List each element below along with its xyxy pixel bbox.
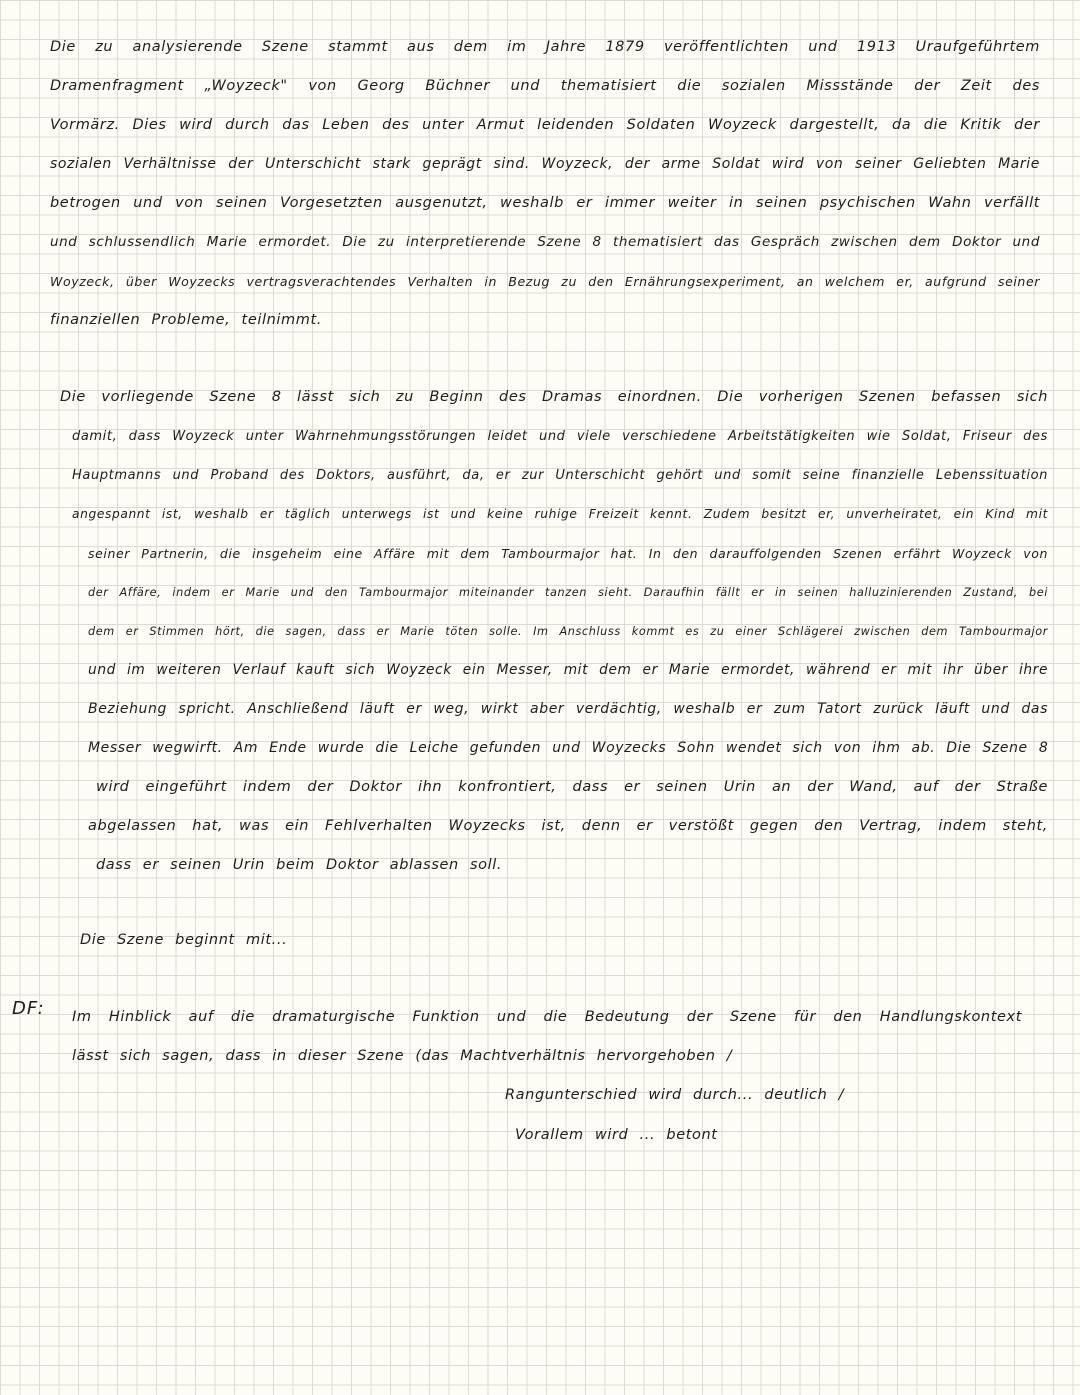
text-line: Die zu analysierende Szene stammt aus dem im Jahre 1879 veröffentlichten und 1913 Uraufgeführtem <box>50 39 1040 55</box>
text-line: sozialen Verhältnisse der Unterschicht stark geprägt sind. Woyzeck, der arme Soldat wird von seiner Geliebten Marie <box>50 156 1040 172</box>
text-line: wird eingeführt indem der Doktor ihn konfrontiert, dass er seinen Urin an der Wand, auf der Straße <box>96 779 1048 795</box>
intro-paragraph <box>50 28 1040 340</box>
text-line: lässt sich sagen, dass in dieser Szene (das Machtverhältnis hervorgehoben / <box>72 1048 733 1064</box>
df-label: DF: <box>12 998 45 1019</box>
text-line: Im Hinblick auf die dramaturgische Funktion und die Bedeutung der Szene für den Handlungskontext <box>72 1009 1022 1025</box>
text-line: angespannt ist, weshalb er täglich unterwegs ist und keine ruhige Freizeit kennt. Zudem besitzt er, unverheiratet, ein Kind mit <box>72 507 1048 521</box>
text-line: abgelassen hat, was ein Fehlverhalten Woyzecks ist, denn er verstößt gegen den Vertrag, indem steht, <box>88 818 1048 834</box>
df-paragraph <box>72 998 1022 1076</box>
text-line: Die Szene beginnt mit... <box>80 932 288 948</box>
scene-start-paragraph <box>80 921 380 960</box>
text-line: Messer wegwirft. Am Ende wurde die Leiche gefunden und Woyzecks Sohn wendet sich von ihm ab. Die Szene 8 <box>88 740 1049 756</box>
text-line: dass er seinen Urin beim Doktor ablassen soll. <box>96 857 503 873</box>
text-line: finanziellen Probleme, teilnimmt. <box>50 312 322 328</box>
df-note: Vorallem wird ... betont <box>515 1127 718 1143</box>
text-line: Beziehung spricht. Anschließend läuft er weg, wirkt aber verdächtig, weshalb er zum Tatort zurück läuft und das <box>88 701 1048 717</box>
text-line: damit, dass Woyzeck unter Wahrnehmungsstörungen leidet und viele verschiedene Arbeitstätigkeiten wie Soldat, Friseur des <box>72 429 1048 444</box>
text-line: Die vorliegende Szene 8 lässt sich zu Beginn des Dramas einordnen. Die vorherigen Szenen befassen sich <box>60 389 1048 405</box>
text-line: der Affäre, indem er Marie und den Tambourmajor miteinander tanzen sieht. Daraufhin fällt er in seinen halluzinierenden Zustand, bei <box>88 586 1048 599</box>
text-line: Vormärz. Dies wird durch das Leben des unter Armut leidenden Soldaten Woyzeck dargestellt, da die Kritik der <box>50 117 1040 133</box>
text-line: und schlussendlich Marie ermordet. Die zu interpretierende Szene 8 thematisiert das Gespräch zwischen dem Doktor und <box>50 234 1040 250</box>
text-line: Hauptmanns und Proband des Doktors, ausführt, da, er zur Unterschicht gehört und somit seine finanzielle Lebenssituation <box>72 468 1048 483</box>
text-line: Woyzeck, über Woyzecks vertragsverachtendes Verhalten in Bezug zu den Ernährungsexperiment, an welchem er, aufgrund seiner <box>50 274 1040 289</box>
text-line: Dramenfragment „Woyzeck" von Georg Büchner und thematisiert die sozialen Missstände der Zeit des <box>50 78 1040 94</box>
df-note: Rangunterschied wird durch... deutlich / <box>505 1087 845 1103</box>
text-line: betrogen und von seinen Vorgesetzten ausgenutzt, weshalb er immer weiter in seinen psychischen Wahn verfällt <box>50 195 1040 211</box>
text-line: und im weiteren Verlauf kauft sich Woyzeck ein Messer, mit dem er Marie ermordet, während er mit ihr über ihre <box>88 662 1048 678</box>
text-line: dem er Stimmen hört, die sagen, dass er Marie töten solle. Im Anschluss kommt es zu einer Schlägerei zwischen dem Tambourmajor <box>88 625 1048 638</box>
text-line: seiner Partnerin, die insgeheim eine Affäre mit dem Tambourmajor hat. In den darauffolgenden Szenen erfährt Woyzeck von <box>88 546 1048 561</box>
context-paragraph <box>60 378 1048 885</box>
